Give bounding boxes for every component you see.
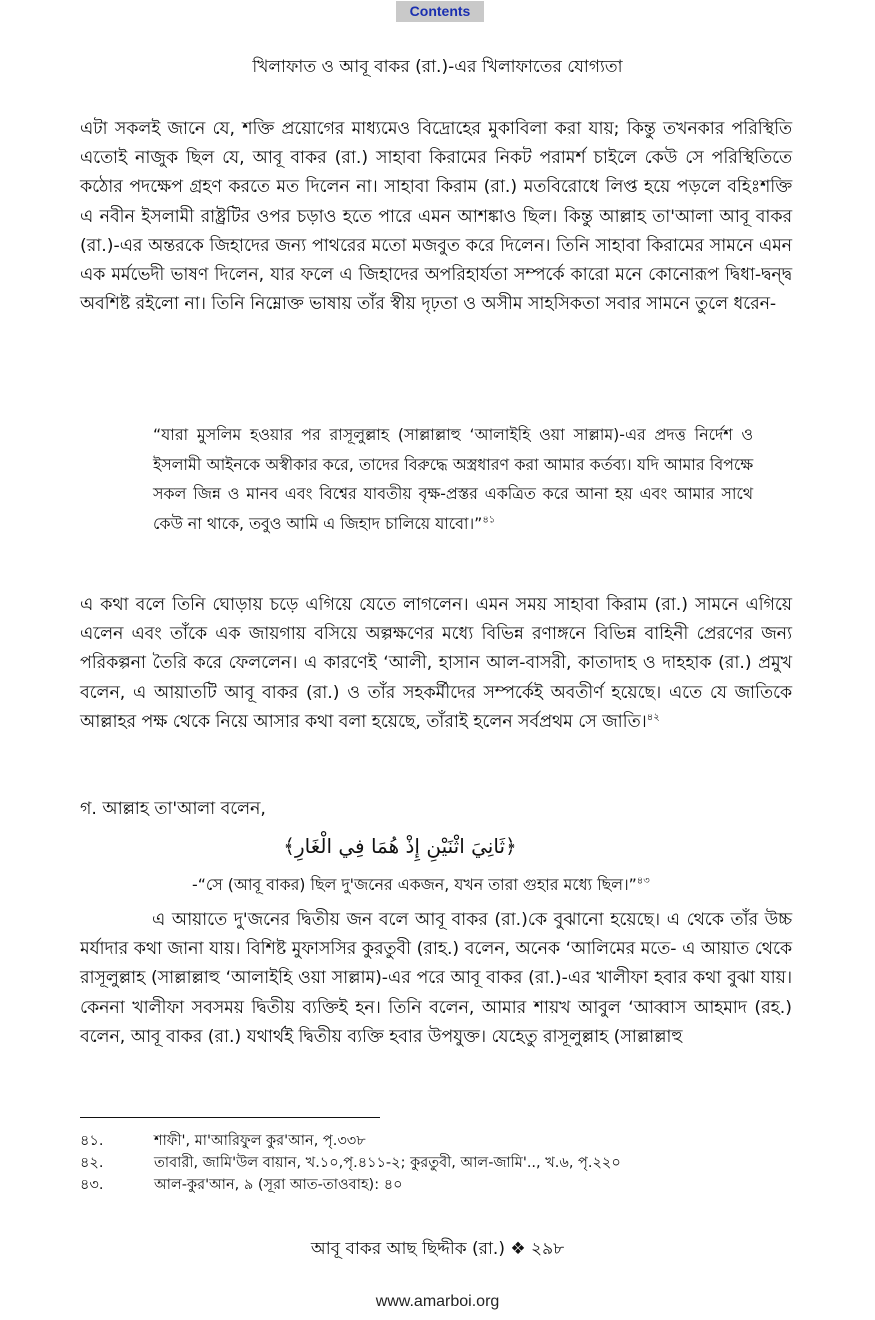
footnote-number: ৪২. xyxy=(80,1155,104,1171)
arabic-verse: ﴿ثَانِيَ اثْنَيْنِ إِذْ هُمَا فِي الْغَارِ﴾ xyxy=(283,834,517,858)
paragraph-3: এ আয়াতে দু'জনের দ্বিতীয় জন বলে আবূ বাকর (রা.)কে বুঝানো হয়েছে। এ থেকে তাঁর উচ্চ মর্যাদার কথা জানা যায়। বিশিষ্ট মুফাসসির কুরতুবী (রাহ.) বলেন, অনেক ‘আলিমের মতে- এ আয়াত থেকে রাসূলুল্লাহ (সাল্লাল্লাহু ‘আলাইহি ওয়া সাল্লাম)-এর পরে আবূ বাকর (রা.)-এর খালীফা হবার কথা বুঝা যায়। কেননা খালীফা সবসময় দ্বিতীয় ব্যক্তিই হন। তিনি বলেন, আমার শায়খ আবুল ‘আব্বাস আহমাদ (রহ.) বলেন, আবূ বাকর (রা.) যথার্থই দ্বিতীয় ব্যক্তি হবার উপযুক্ত। যেহেতু রাসূলুল্লাহ (সাল্লাল্লাহু xyxy=(80,910,792,1047)
footnote-text: শাফী', মা'আরিফুল কুর'আন, পৃ.৩৩৮ xyxy=(154,1133,366,1149)
footnote-41 xyxy=(80,1130,366,1152)
site-url[interactable]: www.amarboi.org xyxy=(375,1293,500,1310)
quote-text: “যারা মুসলিম হওয়ার পর রাসূলুল্লাহ (সাল্লাল্লাহু ‘আলাইহি ওয়া সাল্লাম)-এর প্রদত্ত নির্দেশ ও ইসলামী আইনকে অস্বীকার করে, তাদের বিরুদ্ধে অস্ত্রধারণ করা আমার কর্তব্য। যদি আমার বিপক্ষে সকল জিন্ন ও মানব এবং বিশ্বের যাবতীয় বৃক্ষ-প্রস্তর একত্রিত করে আনা হয় এবং আমার সাথে কেউ না থাকে, তবুও আমি এ জিহাদ চালিয়ে যাবো।” xyxy=(153,425,753,533)
footnote-ref-41: ৪১ xyxy=(482,514,496,526)
verse-translation xyxy=(192,871,650,899)
verse-translation-text: -“সে (আবূ বাকর) ছিল দু'জনের একজন, যখন তারা গুহার মধ্যে ছিল।” xyxy=(192,875,637,894)
footnote-42 xyxy=(80,1152,621,1174)
quote-block xyxy=(153,420,753,538)
paragraph-2-text: এ কথা বলে তিনি ঘোড়ায় চড়ে এগিয়ে যেতে লাগলেন। এমন সময় সাহাবা কিরাম (রা.) সামনে এগিয়ে এলেন এবং তাঁকে এক জায়গায় বসিয়ে অল্পক্ষণের মধ্যে বিভিন্ন রণাঙ্গনে বিভিন্ন বাহিনী প্রেরণের জন্য পরিকল্পনা তৈরি করে ফেললেন। এ কারণেই ‘আলী, হাসান আল-বাসরী, কাতাদাহ ও দাহহাক (রা.) প্রমুখ বলেন, এ আয়াতটি আবূ বাকর (রা.) ও তাঁর সহকর্মীদের সম্পর্কেই অবতীর্ণ হয়েছে। এতে যে জাতিকে আল্লাহর পক্ষ থেকে নিয়ে আসার কথা বলা হয়েছে, তাঁরাই হলেন সর্বপ্রথম সে জাতি। xyxy=(80,595,792,732)
footnote-number: ৪১. xyxy=(80,1133,104,1149)
contents-button[interactable]: Contents xyxy=(396,1,484,22)
footnote-ref-43: ৪৩ xyxy=(636,875,650,887)
paragraph-2 xyxy=(80,591,792,737)
footnote-text: আল-কুর'আন, ৯ (সূরা আত-তাওবাহ): ৪০ xyxy=(154,1177,403,1193)
section-g-line: গ. আল্লাহ তা'আলা বলেন, xyxy=(80,799,266,819)
page-header-title: খিলাফাত ও আবূ বাকর (রা.)-এর খিলাফাতের যোগ্যতা xyxy=(252,57,623,77)
footnote-divider xyxy=(80,1117,380,1118)
paragraph-1: এটা সকলই জানে যে, শক্তি প্রয়োগের মাধ্যমেও বিদ্রোহের মুকাবিলা করা যায়; কিন্তু তখনকার পরিস্থিতি এতোই নাজুক ছিল যে, আবূ বাকর (রা.) সাহাবা কিরামের নিকট পরামর্শ চাইলে কেউ সে পরিস্থিতিতে কঠোর পদক্ষেপ গ্রহণ করতে মত দিলেন না। সাহাবা কিরাম (রা.) মতবিরোধে লিপ্ত হয়ে পড়লে বহিঃশক্তি এ নবীন ইসলামী রাষ্ট্রটির ওপর চড়াও হতে পারে এমন আশঙ্কাও ছিল। কিন্তু আল্লাহ তা'আলা আবূ বাকর (রা.)-এর অন্তরকে জিহাদের জন্য পাথরের মতো মজবুত করে দিলেন। তিনি সাহাবা কিরামের সামনে এমন এক মর্মভেদী ভাষণ দিলেন, যার ফলে এ জিহাদের অপরিহার্যতা সম্পর্কে কারো মনে কোনোরূপ দ্বিধা-দ্বন্দ্ব অবশিষ্ট রইলো না। তিনি নিম্নোক্ত ভাষায় তাঁর স্বীয় দৃঢ়তা ও অসীম সাহসিকতা সবার সামনে তুলে ধরেন- xyxy=(80,119,792,315)
footnote-number: ৪৩. xyxy=(80,1177,104,1193)
footnote-43 xyxy=(80,1174,403,1196)
footnote-ref-42: ৪২ xyxy=(646,712,660,724)
footnote-text: তাবারী, জামি'উল বায়ান, খ.১০,পৃ.৪১১-২; কুরতুবী, আল-জামি'.., খ.৬, পৃ.২২০ xyxy=(154,1155,621,1171)
page-footer: আবূ বাকর আছ ছিদ্দীক (রা.) ❖ ২৯৮ xyxy=(310,1239,565,1259)
